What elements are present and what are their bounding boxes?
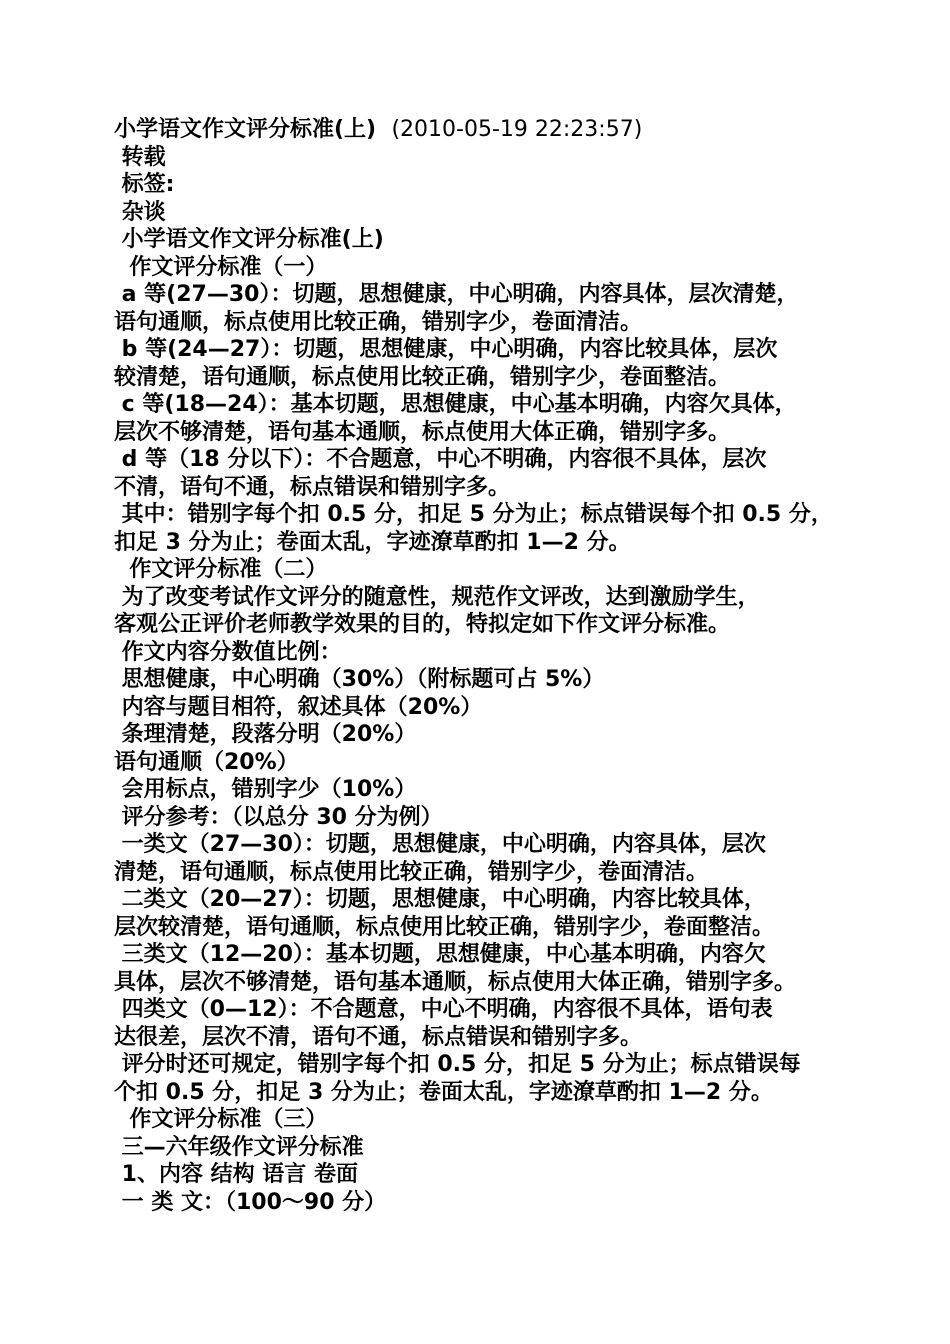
text-line: 三—六年级作文评分标准 bbox=[114, 1134, 364, 1160]
text-line: 个扣 0.5 分，扣足 3 分为止；卷面太乱，字迹潦草酌扣 1—2 分。 bbox=[114, 1079, 773, 1105]
text-line: 杂谈 bbox=[114, 199, 166, 225]
text-line: 会用标点，错别字少（10%） bbox=[114, 777, 417, 802]
text-line: 扣足 3 分为止；卷面太乱，字迹潦草酌扣 1—2 分。 bbox=[114, 529, 631, 555]
title-line bbox=[114, 116, 854, 144]
text-line: 清楚，语句通顺，标点使用比较正确，错别字少，卷面清洁。 bbox=[114, 859, 709, 885]
text-line: 三类文（12—20）：基本切题，思想健康，中心基本明确，内容欠 bbox=[114, 942, 766, 967]
text-line: a 等(27—30）：切题，思想健康，中心明确，内容具体，层次清楚， bbox=[114, 282, 799, 307]
text-line: 条理清楚，段落分明（20%） bbox=[114, 722, 417, 747]
text-line: 层次不够清楚，语句基本通顺，标点使用大体正确，错别字多。 bbox=[114, 419, 731, 445]
text-line: 一类文（27—30）：切题，思想健康，中心明确，内容具体，层次 bbox=[114, 832, 766, 857]
text-line: c 等(18—24）：基本切题，思想健康，中心基本明确，内容欠具体， bbox=[114, 392, 797, 417]
text-line: 转载 bbox=[114, 144, 166, 170]
text-line: 评分时还可规定，错别字每个扣 0.5 分，扣足 5 分为止；标点错误每 bbox=[114, 1052, 801, 1077]
section-heading: 作文评分标准（二） bbox=[114, 557, 328, 582]
text-line: d 等（18 分以下）：不合题意，中心不明确，内容很不具体，层次 bbox=[114, 447, 767, 472]
text-line: 达很差，层次不清，语句不通，标点错误和错别字多。 bbox=[114, 1024, 643, 1050]
text-line: 作文内容分数值比例： bbox=[114, 639, 342, 665]
text-line: 其中：错别字每个扣 0.5 分，扣足 5 分为止；标点错误每个扣 0.5 分， bbox=[114, 502, 833, 527]
text-line: 语句通顺（20%） bbox=[114, 749, 299, 775]
text-line: 思想健康，中心明确（30%）（附标题可占 5%） bbox=[114, 667, 605, 692]
text-line: 小学语文作文评分标准(上) bbox=[114, 227, 384, 252]
text-line: 较清楚，语句通顺，标点使用比较正确，错别字少，卷面整洁。 bbox=[114, 364, 731, 390]
text-line: 标签: bbox=[114, 172, 175, 197]
text-line: 一 类 文：（100～90 分） bbox=[114, 1189, 387, 1215]
text-line: 内容与题目相符，叙述具体（20%） bbox=[114, 694, 483, 720]
section-heading: 作文评分标准（一） bbox=[114, 254, 328, 280]
text-line: 二类文（20—27）：切题，思想健康，中心明确，内容比较具体， bbox=[114, 887, 766, 912]
text-line: 为了改变考试作文评分的随意性，规范作文评改，达到激励学生， bbox=[114, 584, 760, 610]
doc-date: (2010-05-19 22:23:57) bbox=[391, 117, 643, 142]
section-heading: 作文评分标准（三） bbox=[114, 1107, 328, 1132]
doc-title: 小学语文作文评分标准(上) bbox=[114, 117, 377, 142]
text-line: 评分参考：（以总分 30 分为例） bbox=[114, 804, 443, 830]
text-line: 不清，语句不通，标点错误和错别字多。 bbox=[114, 474, 511, 500]
document-body bbox=[114, 116, 854, 1216]
text-line: 1、内容 结构 语言 卷面 bbox=[114, 1162, 358, 1187]
text-line: 四类文（0—12）：不合题意，中心不明确，内容很不具体，语句表 bbox=[114, 997, 773, 1022]
text-line: 客观公正评价老师教学效果的目的，特拟定如下作文评分标准。 bbox=[114, 612, 731, 637]
text-line: b 等(24—27）：切题，思想健康，中心明确，内容比较具体，层次 bbox=[114, 337, 778, 362]
text-line: 具体，层次不够清楚，语句基本通顺，标点使用大体正确，错别字多。 bbox=[114, 969, 797, 995]
text-line: 层次较清楚，语句通顺，标点使用比较正确，错别字少，卷面整洁。 bbox=[114, 914, 775, 940]
text-line: 语句通顺，标点使用比较正确，错别字少，卷面清洁。 bbox=[114, 309, 643, 335]
